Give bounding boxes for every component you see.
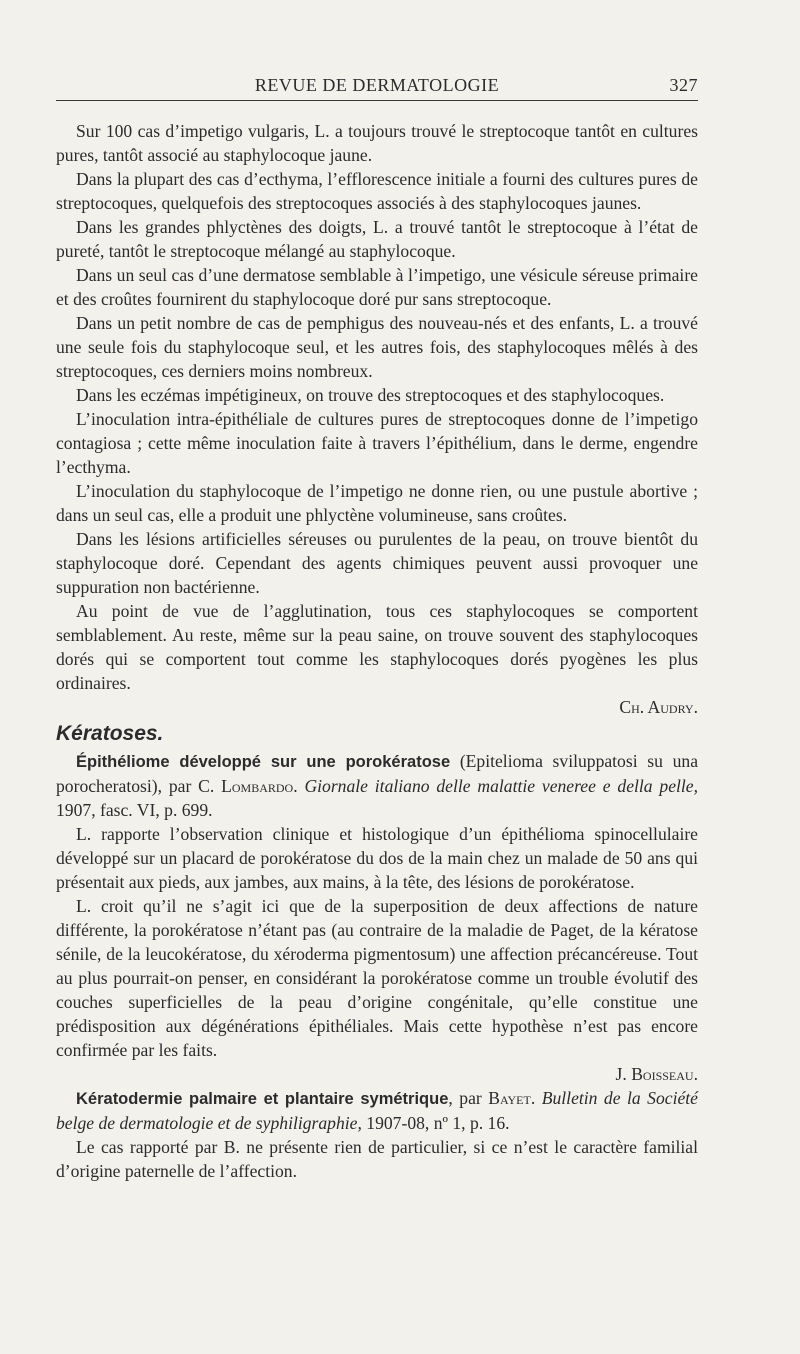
paragraph: Dans un seul cas d’une dermatose semblable à l’impetigo, une vésicule séreuse primaire et des croûtes fournirent du staphylocoque doré pur sans streptocoque. — [56, 265, 698, 309]
reference-text: . — [530, 1088, 542, 1108]
paragraph: L’inoculation intra-épithéliale de cultures pures de streptocoques donne de l’impetigo contagiosa ; cette même inoculation faite à travers l’épithélium, dans le derme, engendre l’ecthyma. — [56, 409, 698, 477]
article-title: Kératodermie palmaire et plantaire symétrique — [76, 1090, 449, 1108]
document-page — [56, 72, 698, 1183]
reference-text: (Epitelioma sviluppatosi su una porocheratosi), par — [56, 751, 698, 796]
paragraph: Sur 100 cas d’impetigo vulgaris, L. a toujours trouvé le streptocoque tantôt en cultures pures, tantôt associé au staphylocoque jaune. — [56, 121, 698, 165]
page-number: 327 — [669, 75, 698, 95]
paragraph: L. croit qu’il ne s’agit ici que de la superposition de deux affections de nature différente, la porokératose n’étant pas (au contraire de la maladie de Paget, de la kératose sénile, de la leucokératose, du xéroderma pigmentosum) une affection précancéreuse. Tout au plus pourrait-on penser, en considérant la porokératose comme un trouble évolutif des couches superficielles de la peau d’origine congénitale, qu’elle constitue une prédisposition aux dégénérations épithéliales. Mais cette hypothèse n’est pas encore confirmée par les faits. — [56, 896, 698, 1060]
section-heading: Kératoses. — [56, 722, 164, 745]
paragraph: Dans les eczémas impétigineux, on trouve des streptocoques et des staphylocoques. — [76, 385, 665, 405]
reference-text: , par — [448, 1088, 489, 1108]
article-reference — [56, 749, 698, 822]
paragraph: Au point de vue de l’agglutination, tous ces staphylocoques se comportent semblablement. Au reste, même sur la peau saine, on trouve souvent des staphylocoques dorés qui se comportent tout comme les staphylocoques dorés pyogènes les plus ordinaires. — [56, 601, 698, 693]
article-body — [56, 119, 698, 1183]
reference-author: Bayet — [488, 1088, 531, 1108]
paragraph: L’inoculation du staphylocoque de l’impetigo ne donne rien, ou une pustule abortive ; dans un seul cas, elle a produit une phlyctène volumineuse, sans croûtes. — [56, 481, 698, 525]
journal-title: REVUE DE DERMATOLOGIE — [254, 75, 500, 95]
signature-line — [56, 1062, 698, 1086]
running-header — [56, 72, 698, 101]
author-signature: Ch. Audry. — [619, 697, 698, 717]
signature-line — [56, 695, 698, 719]
paragraph: Dans les lésions artificielles séreuses ou purulentes de la peau, on trouve bientôt du staphylocoque doré. Cependant des agents chimiques peuvent aussi provoquer une suppuration non bactérienne. — [56, 529, 698, 597]
reference-journal: Bulletin de la Société belge de dermatologie et de syphiligraphie, — [56, 1088, 698, 1133]
reference-text: 1907, fasc. VI, p. 699. — [56, 800, 213, 820]
author-signature: J. Boisseau. — [615, 1064, 698, 1084]
reference-author: C. Lombardo — [198, 776, 294, 796]
paragraph: Dans un petit nombre de cas de pemphigus des nouveau-nés et des enfants, L. a trouvé une seule fois du staphylocoque seul, et les autres fois, des staphylocoques mêlés à des streptocoques, ces derniers moins nombreux. — [56, 313, 698, 381]
paragraph: L. rapporte l’observation clinique et histologique d’un épithélioma spinocellulaire développé sur un placard de porokératose du dos de la main chez un malade de 50 ans qui présentait aux pieds, aux jambes, aux mains, à la tête, des lésions de porokératose. — [56, 824, 698, 892]
paragraph: Dans la plupart des cas d’ecthyma, l’efflorescence initiale a fourni des cultures pures de streptocoques, quelquefois des streptocoques associés à des staphylocoques jaunes. — [56, 169, 698, 213]
article-reference — [56, 1086, 698, 1135]
paragraph: Le cas rapporté par B. ne présente rien de particulier, si ce n’est le caractère familial d’origine paternelle de l’affection. — [56, 1137, 698, 1181]
reference-text: . — [293, 776, 305, 796]
reference-journal: Giornale italiano delle malattie veneree e della pelle, — [304, 776, 698, 796]
reference-text: 1907-08, nº 1, p. 16. — [361, 1113, 510, 1133]
paragraph: Dans les grandes phlyctènes des doigts, L. a trouvé tantôt le streptocoque à l’état de pureté, tantôt le streptocoque mélangé au staphylocoque. — [56, 217, 698, 261]
article-title: Épithéliome développé sur une porokératose — [76, 753, 451, 771]
